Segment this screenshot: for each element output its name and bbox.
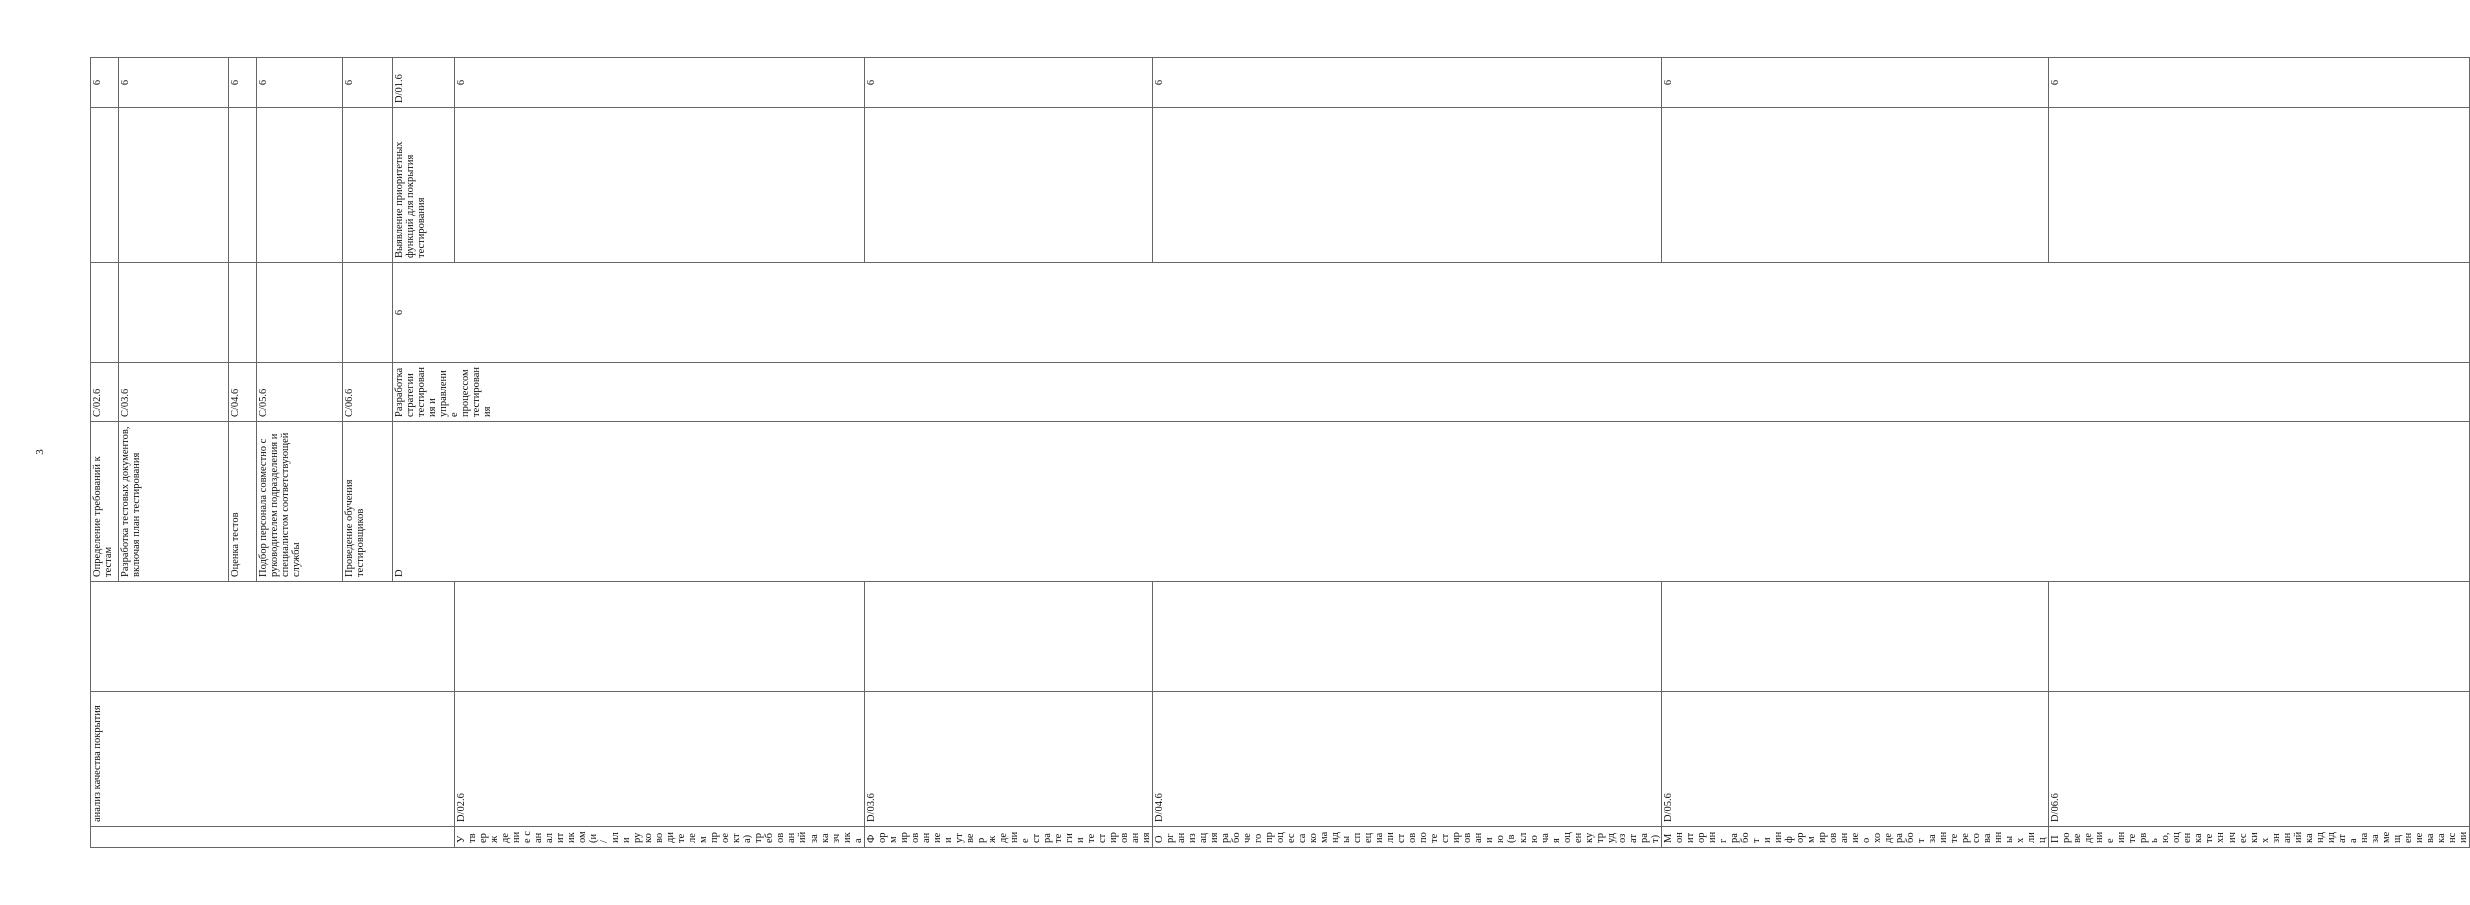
function-name-cell: Разработка тестовых документов, включая план тестирования: [119, 422, 229, 582]
empty-cell: [864, 582, 1152, 692]
empty-cell: [119, 263, 229, 363]
empty-cell: [229, 108, 257, 263]
function-name-cell: Проведение интервью, оценка технических знаний кандидата на замещение вакансии: [2049, 827, 2470, 848]
empty-cell: [2049, 582, 2470, 692]
function-name-cell: Организация рабочего процесса команды специалистов по тестированию (включая оценку трудозатрат): [1152, 827, 1661, 848]
function-code-cell: D/06.6: [2049, 692, 2470, 827]
function-name-cell: Мониторинг работ и информирование о ходе работ заинтересованных лиц: [1661, 827, 2049, 848]
page-number: 3: [34, 449, 46, 455]
empty-cell: [91, 108, 119, 263]
function-name-cell: Формирование и утверждение стратегии тестирования: [864, 827, 1152, 848]
group-d-name-cell: Разработка стратегии тестирования и управление процессом тестирования: [393, 363, 2470, 422]
empty-cell: [1152, 582, 1661, 692]
function-code-cell: D/01.6: [393, 58, 455, 108]
group-d-level-cell: 6: [393, 263, 2470, 363]
empty-cell: [343, 263, 393, 363]
function-name-cell: Утверждение с аналитиком (и/или руководителем проекта) требований заказчика: [455, 827, 865, 848]
function-code-cell: D/05.6: [1661, 692, 2049, 827]
function-level-cell: 6: [229, 58, 257, 108]
function-code-cell: D/03.6: [864, 692, 1152, 827]
empty-cell: [343, 108, 393, 263]
empty-cell: [455, 108, 865, 263]
function-level-cell: 6: [455, 58, 865, 108]
rotated-page-content: [90, 58, 2469, 848]
function-code-cell: D/04.6: [1152, 692, 1661, 827]
group-d-code-cell: D: [393, 422, 2470, 582]
function-level-cell: 6: [1152, 58, 1661, 108]
empty-cell: [91, 263, 119, 363]
empty-cell: [455, 582, 865, 692]
empty-cell: [119, 108, 229, 263]
function-code-cell: C/04.6: [229, 363, 257, 422]
function-name-cell: Проведение обучения тестировщиков: [343, 422, 393, 582]
function-name-cell: Выявление приоритетных функций для покрытия тестирования: [393, 108, 455, 263]
table-row: [91, 58, 119, 848]
function-level-cell: 6: [1661, 58, 2049, 108]
function-name-cell: Оценка тестов: [229, 422, 257, 582]
function-code-cell: C/06.6: [343, 363, 393, 422]
function-name-cell: Подбор персонала совместно с руководителем подразделения и специалистом соответствующей службы: [257, 422, 343, 582]
group-c-name-cell: анализ качества покрытия: [91, 692, 455, 827]
empty-cell: [1661, 582, 2049, 692]
empty-cell: [864, 108, 1152, 263]
empty-cell: [1152, 108, 1661, 263]
function-name-cell: Определение требований к тестам: [91, 422, 119, 582]
empty-cell: [229, 263, 257, 363]
empty-cell: [2049, 108, 2470, 263]
group-c-level-cell: [91, 582, 455, 692]
function-level-cell: 6: [119, 58, 229, 108]
empty-cell: [257, 263, 343, 363]
function-code-cell: C/02.6: [91, 363, 119, 422]
empty-cell: [1661, 108, 2049, 263]
function-code-cell: C/05.6: [257, 363, 343, 422]
function-level-cell: 6: [2049, 58, 2470, 108]
group-c-code-cell: [91, 827, 455, 848]
function-code-cell: D/02.6: [455, 692, 865, 827]
function-level-cell: 6: [864, 58, 1152, 108]
function-code-cell: C/03.6: [119, 363, 229, 422]
function-level-cell: 6: [257, 58, 343, 108]
function-level-cell: 6: [343, 58, 393, 108]
function-level-cell: 6: [91, 58, 119, 108]
empty-cell: [257, 108, 343, 263]
qualification-functions-table: [90, 57, 2470, 848]
